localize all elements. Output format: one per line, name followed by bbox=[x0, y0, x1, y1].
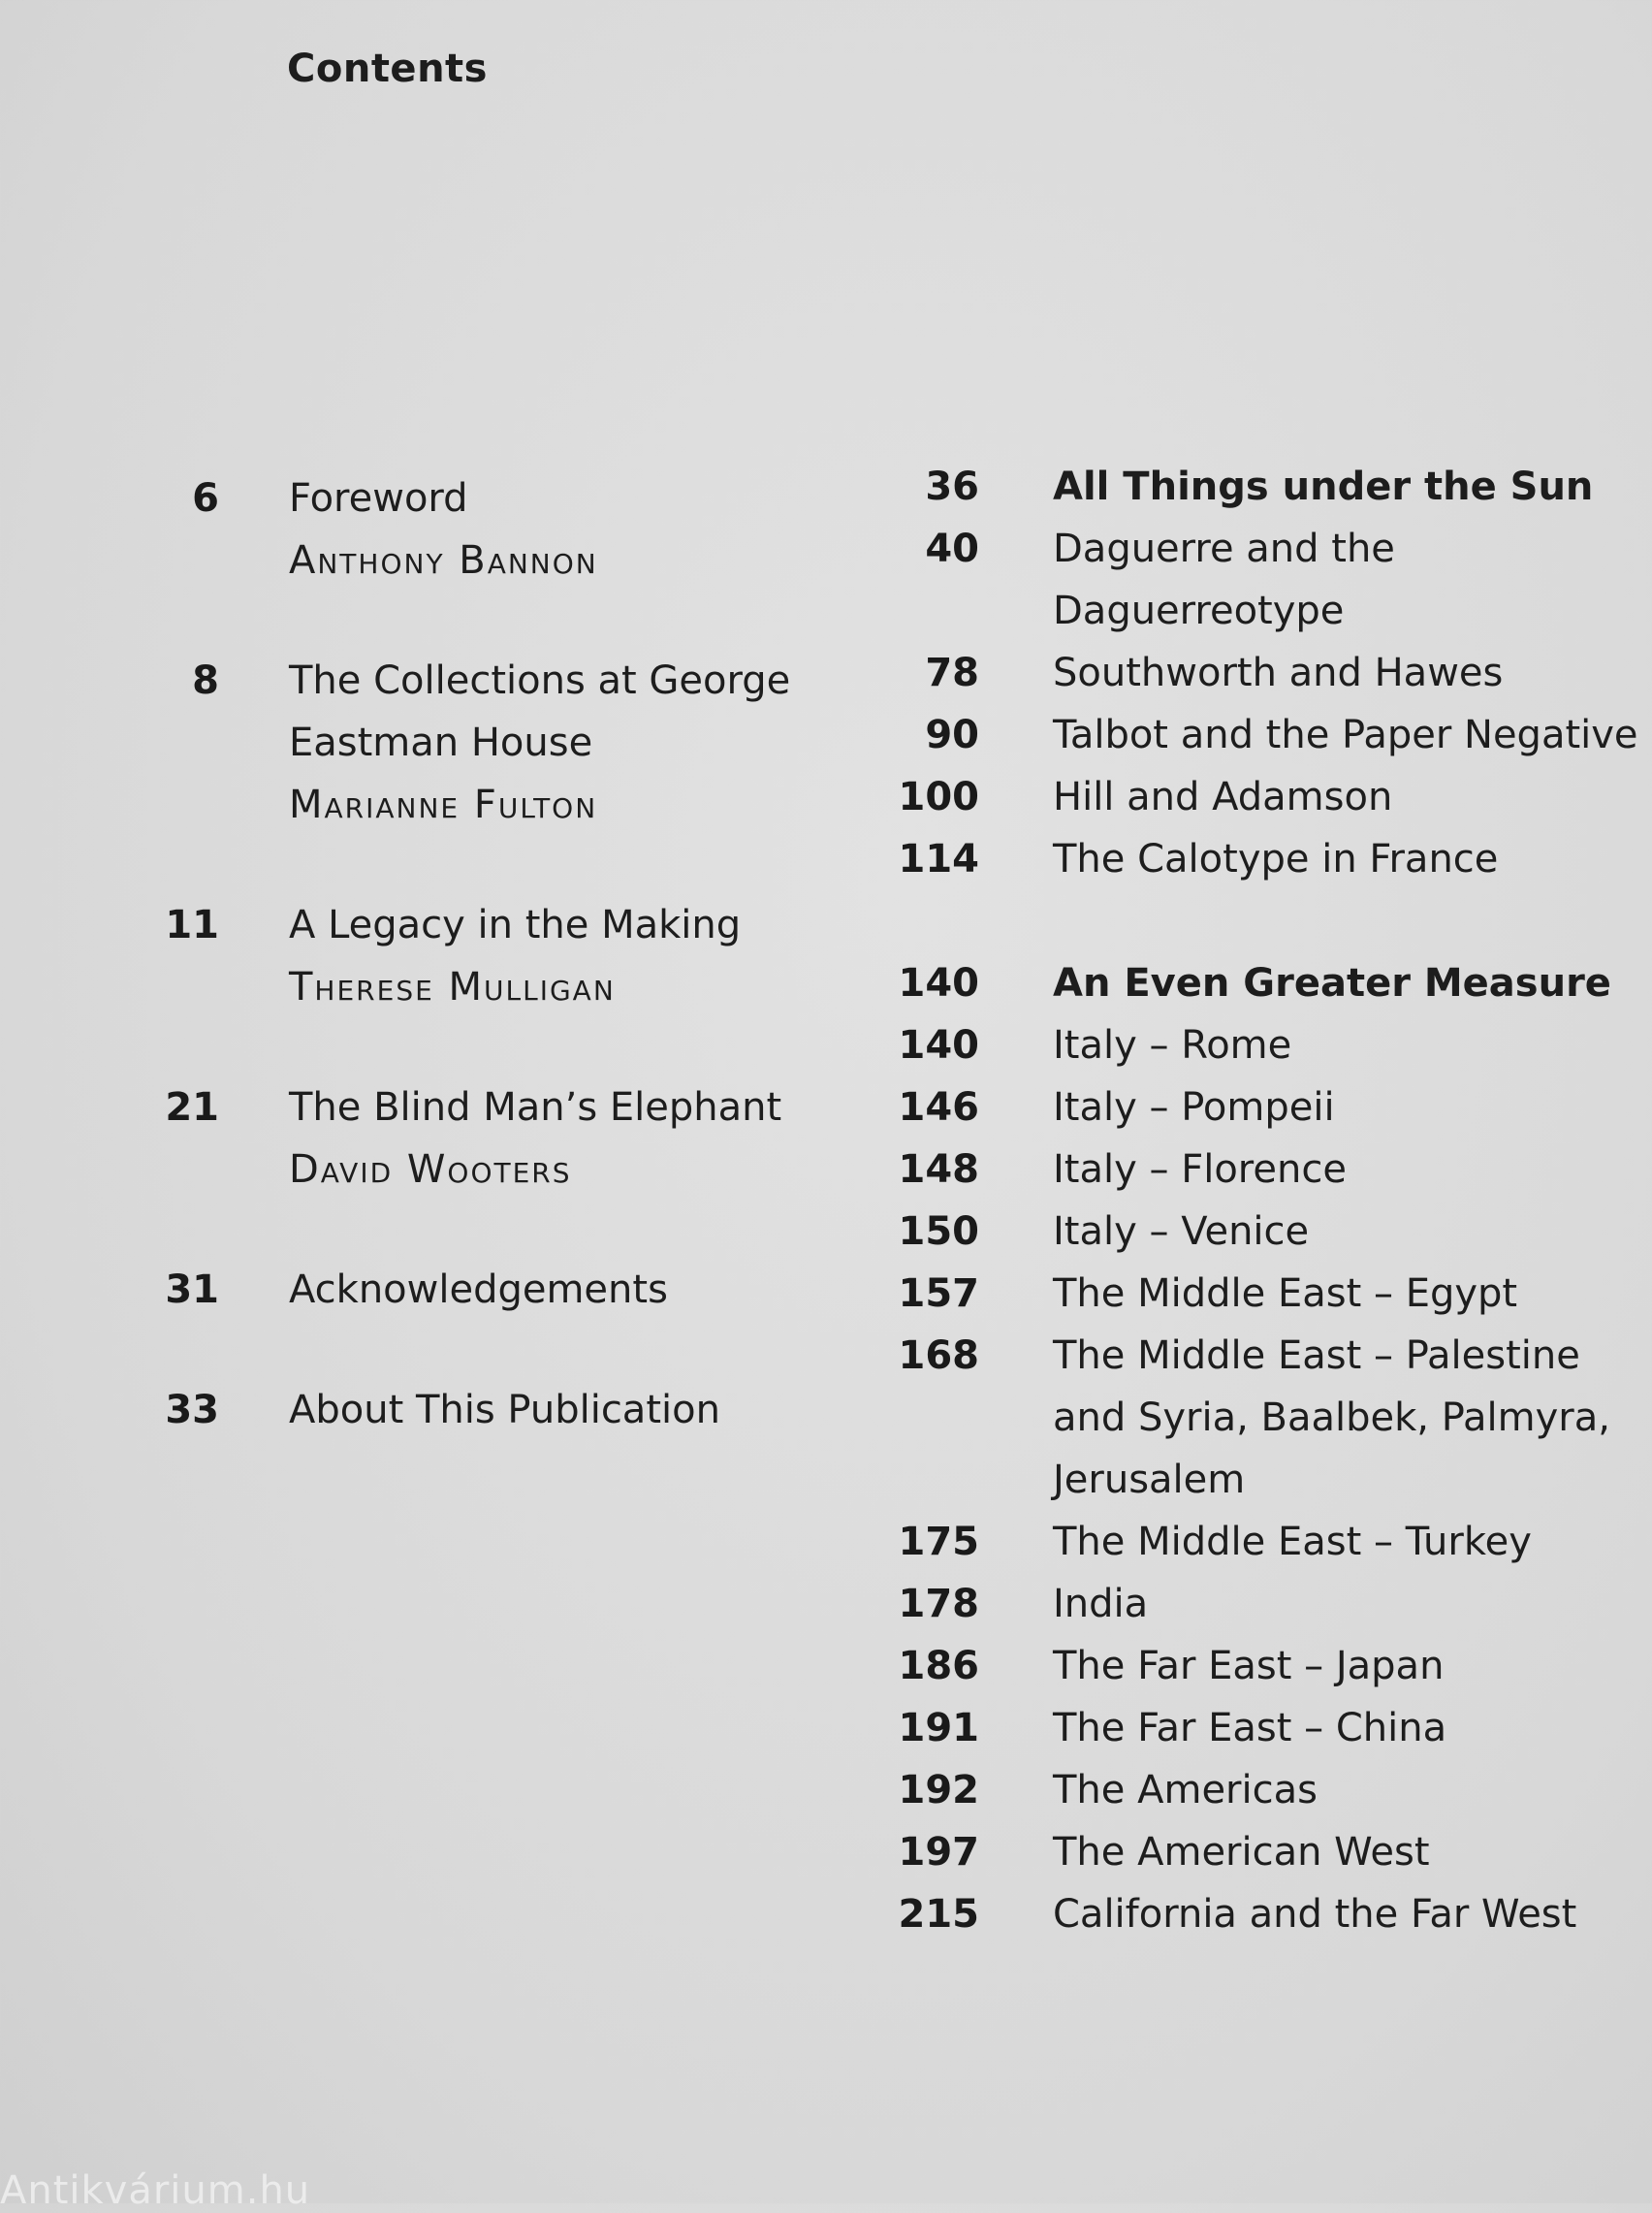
entry-author: Marianne Fulton bbox=[289, 783, 598, 827]
toc-entry bbox=[834, 642, 1652, 704]
entry-title bbox=[289, 894, 834, 1018]
entry-title-line: The Americas bbox=[1053, 1768, 1318, 1812]
entry-title bbox=[289, 1379, 834, 1441]
toc-entry bbox=[834, 1325, 1652, 1511]
entry-title-line: India bbox=[1053, 1582, 1149, 1626]
entry-title-line: and Syria, Baalbek, Palmyra, bbox=[1053, 1395, 1610, 1440]
toc-entry bbox=[834, 518, 1652, 642]
entry-title bbox=[1053, 1759, 1652, 1821]
toc-entry bbox=[0, 650, 834, 836]
entry-title-line: Italy – Venice bbox=[1053, 1209, 1310, 1254]
entry-title-line: California and the Far West bbox=[1053, 1892, 1577, 1937]
entry-title-line: Italy – Florence bbox=[1053, 1147, 1347, 1192]
entry-title-line: Jerusalem bbox=[1053, 1458, 1246, 1502]
entry-title-line: The Far East – China bbox=[1053, 1706, 1447, 1750]
entry-author: Anthony Bannon bbox=[289, 538, 598, 583]
toc-entry bbox=[0, 1259, 834, 1321]
watermark: Antikvárium.hu bbox=[0, 2168, 311, 2213]
entry-title bbox=[1053, 952, 1652, 1014]
entry-title-line: The Blind Man’s Elephant bbox=[289, 1085, 782, 1130]
toc-entry bbox=[834, 1635, 1652, 1697]
page-number: 178 bbox=[898, 1582, 979, 1626]
toc-entry bbox=[0, 467, 834, 592]
toc-entry bbox=[834, 1883, 1652, 1945]
entry-title-line: Italy – Rome bbox=[1053, 1023, 1292, 1068]
entry-title bbox=[1053, 456, 1652, 518]
page-number: 192 bbox=[898, 1768, 979, 1812]
page-title: Contents bbox=[287, 47, 488, 91]
entry-title-line: Daguerreotype bbox=[1053, 589, 1345, 633]
page-number: 31 bbox=[165, 1267, 219, 1312]
entry-title bbox=[1053, 1076, 1652, 1139]
entry-title-line: Talbot and the Paper Negative bbox=[1053, 713, 1638, 757]
entry-title bbox=[1053, 1883, 1652, 1945]
page-number: 11 bbox=[165, 903, 219, 947]
page-number: 33 bbox=[165, 1388, 219, 1432]
entry-title-line: The Collections at George bbox=[289, 658, 791, 703]
entry-title bbox=[289, 1259, 834, 1321]
entry-title bbox=[1053, 642, 1652, 704]
entry-title-line: Southworth and Hawes bbox=[1053, 651, 1504, 695]
page-number: 36 bbox=[925, 465, 979, 509]
page-number: 146 bbox=[898, 1085, 979, 1130]
entry-title-line: The Far East – Japan bbox=[1053, 1644, 1445, 1688]
page-number: 40 bbox=[925, 527, 979, 571]
toc-entry bbox=[834, 1076, 1652, 1139]
page-number: 140 bbox=[898, 961, 979, 1006]
toc-entry bbox=[0, 1076, 834, 1201]
entry-title bbox=[1053, 1697, 1652, 1759]
entry-title bbox=[1053, 1325, 1652, 1511]
entry-title bbox=[1053, 1635, 1652, 1697]
entry-title-line: About This Publication bbox=[289, 1388, 720, 1432]
page-number: 148 bbox=[898, 1147, 979, 1192]
entry-title bbox=[1053, 1014, 1652, 1076]
toc-right-column bbox=[834, 456, 1652, 1945]
page-number: 157 bbox=[898, 1271, 979, 1316]
toc-section-heading bbox=[834, 952, 1652, 1014]
page-number: 175 bbox=[898, 1520, 979, 1564]
entry-title bbox=[1053, 1201, 1652, 1263]
entry-title-line: Daguerre and the bbox=[1053, 527, 1395, 571]
entry-title bbox=[1053, 828, 1652, 890]
entry-title-line: The Middle East – Palestine bbox=[1053, 1333, 1580, 1378]
page-number: 197 bbox=[898, 1830, 979, 1875]
toc-entry bbox=[834, 1014, 1652, 1076]
toc-entry bbox=[834, 704, 1652, 766]
entry-title-line: The Calotype in France bbox=[1053, 837, 1499, 882]
entry-title bbox=[1053, 704, 1652, 766]
entry-title-line: The American West bbox=[1053, 1830, 1430, 1875]
page-number: 168 bbox=[898, 1333, 979, 1378]
toc-entry bbox=[834, 828, 1652, 890]
page-number: 191 bbox=[898, 1706, 979, 1750]
entry-title bbox=[1053, 1573, 1652, 1635]
entry-title-line: An Even Greater Measure bbox=[1053, 961, 1611, 1006]
entry-title-line: Eastman House bbox=[289, 721, 593, 765]
entry-author: David Wooters bbox=[289, 1147, 572, 1192]
page-number: 21 bbox=[165, 1085, 219, 1130]
toc-entry bbox=[834, 766, 1652, 828]
entry-title bbox=[1053, 1821, 1652, 1883]
entry-title-line: The Middle East – Egypt bbox=[1053, 1271, 1518, 1316]
toc-entry bbox=[834, 1697, 1652, 1759]
toc-entry bbox=[834, 1201, 1652, 1263]
toc-entry bbox=[834, 1821, 1652, 1883]
page-number: 150 bbox=[898, 1209, 979, 1254]
toc-entry bbox=[834, 1263, 1652, 1325]
entry-title bbox=[289, 650, 834, 836]
entry-title-line: Italy – Pompeii bbox=[1053, 1085, 1335, 1130]
page-number: 114 bbox=[898, 837, 979, 882]
page-number: 186 bbox=[898, 1644, 979, 1688]
entry-title bbox=[1053, 1139, 1652, 1201]
page-number: 215 bbox=[898, 1892, 979, 1937]
entry-title bbox=[289, 1076, 834, 1201]
entry-title bbox=[1053, 766, 1652, 828]
page-number: 140 bbox=[898, 1023, 979, 1068]
page-number: 78 bbox=[925, 651, 979, 695]
toc-entry bbox=[0, 894, 834, 1018]
toc-left-column bbox=[0, 467, 834, 1441]
entry-title-line: All Things under the Sun bbox=[1053, 465, 1594, 509]
toc-entry bbox=[834, 1759, 1652, 1821]
entry-title-line: The Middle East – Turkey bbox=[1053, 1520, 1532, 1564]
entry-title-line: Acknowledgements bbox=[289, 1267, 668, 1312]
entry-title bbox=[1053, 518, 1652, 642]
entry-title bbox=[289, 467, 834, 592]
toc-entry bbox=[834, 1511, 1652, 1573]
toc-entry bbox=[834, 1573, 1652, 1635]
entry-title bbox=[1053, 1511, 1652, 1573]
entry-title bbox=[1053, 1263, 1652, 1325]
page-number: 90 bbox=[925, 713, 979, 757]
entry-title-line: Foreword bbox=[289, 476, 468, 521]
page-number: 100 bbox=[898, 775, 979, 819]
page-number: 8 bbox=[192, 658, 219, 703]
entry-title-line: Hill and Adamson bbox=[1053, 775, 1393, 819]
toc-entry bbox=[0, 1379, 834, 1441]
entry-title-line: A Legacy in the Making bbox=[289, 903, 742, 947]
toc-entry bbox=[834, 1139, 1652, 1201]
entry-author: Therese Mulligan bbox=[289, 965, 616, 1010]
toc-section-heading bbox=[834, 456, 1652, 518]
page-number: 6 bbox=[192, 476, 219, 521]
